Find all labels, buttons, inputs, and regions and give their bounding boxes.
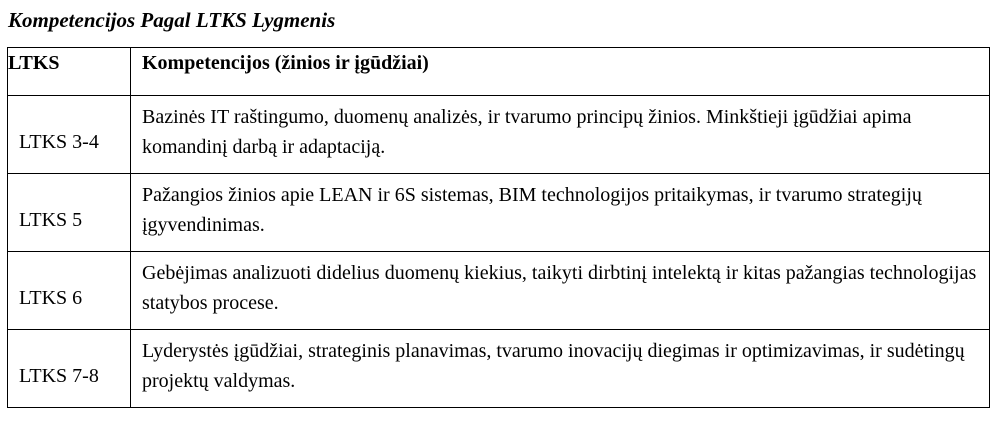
table-row (8, 330, 990, 408)
competencies-cell: Lyderystės įgūdžiai, strateginis planavimas, tvarumo inovacijų diegimas ir optimizavimas, ir sudėtingų projektų valdymas. (131, 330, 990, 408)
competencies-cell: Bazinės IT raštingumo, duomenų analizės, ir tvarumo principų žinios. Minkštieji įgūdžiai apima komandinį darbą ir adaptaciją. (131, 96, 990, 174)
competency-table (7, 47, 990, 408)
level-cell: LTKS 3-4 (8, 96, 131, 174)
competencies-cell: Pažangios žinios apie LEAN ir 6S sistemas, BIM technologijos pritaikymas, ir tvarumo strategijų įgyvendinimas. (131, 174, 990, 252)
header-competencies: Kompetencijos (žinios ir įgūdžiai) (131, 48, 990, 96)
table-caption: Kompetencijos Pagal LTKS Lygmenis (8, 8, 336, 32)
competencies-cell: Gebėjimas analizuoti didelius duomenų kiekius, taikyti dirbtinį intelektą ir kitas pažangias technologijas statybos procese. (131, 252, 990, 330)
level-cell: LTKS 7-8 (8, 330, 131, 408)
table-row (8, 252, 990, 330)
level-cell: LTKS 6 (8, 252, 131, 330)
level-cell: LTKS 5 (8, 174, 131, 252)
table-header-row (8, 48, 990, 96)
table-row (8, 174, 990, 252)
table-row (8, 96, 990, 174)
header-ltks: LTKS (8, 48, 131, 96)
